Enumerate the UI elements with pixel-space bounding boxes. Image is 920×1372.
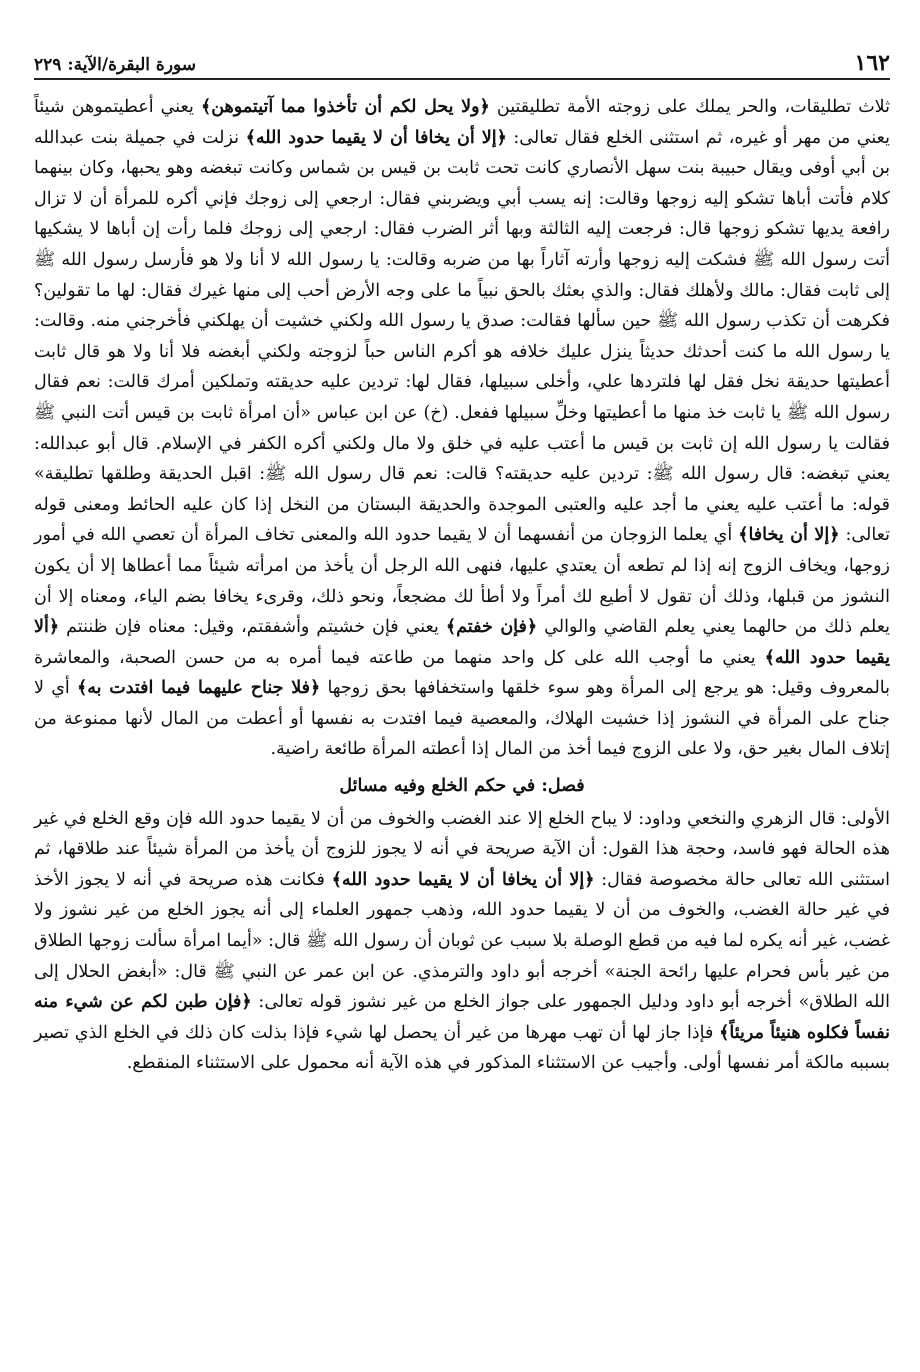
page-header: [34, 48, 890, 80]
page-number: ١٦٢: [854, 50, 890, 76]
quran-quote: ﴿ولا يحل لكم أن تأخذوا مما آتيتموهن﴾: [200, 97, 490, 117]
text-run: فإذا جاز لها أن تهب مهرها من غير أن يحصل لها شيء فإذا بذلت كان ذلك في الخلع الذي تصير بسببه مالكة أمر نفسها أولى. وأجيب عن الاستثناء المذكور في هذه الآية أنه محمول على الاستثناء المنقطع.: [34, 1022, 890, 1074]
text-run: ثلاث تطليقات، والحر يملك على زوجته الأمة تطليقتين: [489, 97, 890, 117]
running-title: سورة البقرة/الآية: ٢٢٩: [34, 55, 197, 75]
quran-quote: ﴿ألا يقيما حدود الله﴾: [34, 617, 891, 668]
page-body: [34, 92, 890, 1079]
quran-quote: ﴿فلا جناح عليهما فيما افتدت به﴾: [76, 678, 321, 699]
paragraph-1: [34, 92, 890, 765]
header-rule: [34, 78, 890, 80]
text-run: فكانت هذه صريحة في أنه لا يجوز الأخذ في غير حالة الغضب، والخوف من أن لا يقيما حدود الله، وذهب جمهور العلماء إلى أنه يجوز الخلع من غير نشوز ولا غضب، غير أنه يكره لما فيه من قطع الوصلة بلا سبب عن ثوبان أن رسول الله ﷺ قال: «أيما امرأة سألت زوجها الطلاق من غير بأس فحرام عليها رائحة الجنة» أخرجه أبو داود والترمذي. عن ابن عمر عن النبي ﷺ قال: «أبغض الحلال إلى الله الطلاق» أخرجه أبو داود ودليل الجمهور على جواز الخلع من غير نشوز قوله تعالى:: [34, 869, 891, 1013]
quran-quote: ﴿إلا أن يخافا أن لا يقيما حدود الله﴾: [331, 869, 595, 890]
paragraph-2: [34, 804, 890, 1079]
text-run: أي لا جناح على المرأة في النشوز إذا خشيت الهلاك، والمعصية فيما افتدت به نفسها أو أعطت من المال لأنها ممنوعة من إتلاف المال بغير حق، ولا على الزوج فيما أخذ من المال إذا أعطته المرأة طائعة راضية.: [34, 678, 890, 760]
text-run: نزلت في جميلة بنت عبدالله بن أبي أوفى ويقال حبيبة بنت سهل الأنصاري كانت تحت ثابت بن قيس بن شماس وكانت تبغضه وهو يحبها، وكان بينهما كلام فأتت أباها تشكو إليه زوجها وقالت: إنه يسب أبي ويضربني فقال: ارجعي إلى زوجك فإني أكره للمرأة أن لا تزال رافعة يديها تشكو زوجها قال: فرجعت إليه الثالثة وبها أثر الضرب فقال: ارجعي إلى زوجك فلما رأت إن أباها لا يشكيها أتت رسول الله ﷺ فشكت إليه زوجها وأرته آثاراً بها من ضربه وقالت: يا رسول الله لا أنا ولا هو فأرسل رسول الله ﷺ إلى ثابت فقال: مالك ولأهلك فقال: والذي بعثك بالحق نبياً ما على وجه الأرض أحب إلى منها غيرك فقال: لها ما تقولين؟ فكرهت أن تكذب رسول الله ﷺ حين سألها فقالت: صدق يا رسول الله ولكني خشيت أن يهلكني فأخرجني منه. وقالت: يا رسول الله ما كنت أحدثك حديثاً ينزل عليك خلافه هو أكرم الناس حباً لزوجته ولكني أبغضه فلا أنا ولا هو قال ثابت أعطيتها حديقة نخل فقل لها فلتردها علي، وأخلى سبيلها، فقال لها: تردين عليه حديقته وتملكين أمرك قالت: نعم فقال رسول الله ﷺ يا ثابت خذ منها ما أعطيتها وخلِّ سبيلها ففعل. (خ) عن ابن عباس «أن امرأة ثابت بن قيس أتت النبي ﷺ فقالت يا رسول الله إن ثابت بن قيس ما أعتب عليه في خلق ولا مال ولكني أكره الكفر في الإسلام. قال أبو عبدالله: يعني تبغضه: قال رسول الله ﷺ: تردين عليه حديقته؟ قالت: نعم قال رسول الله ﷺ: اقبل الحديقة وطلقها تطليقة» قوله: ما أعتب عليه يعني ما أجد عليه والعتبى الموجدة والحديقة البستان من النخل إذا كان عليه الحائط ومعنى قوله تعالى:: [34, 127, 890, 546]
quran-quote: ﴿إلا أن يخافا أن لا يقيما حدود الله﴾: [245, 127, 507, 148]
quran-quote: ﴿فإن طبن لكم عن شيء منه نفساً فكلوه هنيئاً مريئاً﴾: [34, 992, 890, 1043]
text-run: يعني أعطيتموهن شيئاً يعني من مهر أو غيره، ثم استثنى الخلع فقال تعالى:: [34, 97, 890, 148]
text-run: يعني فإن خشيتم وأشفقتم، وقيل: معناه فإن ظننتم: [59, 617, 446, 638]
text-run: أي يعلما الزوجان من أنفسهما أن لا يقيما حدود الله والمعنى تخاف المرأة أن تعصي الله في أمور زوجها، ويخاف الزوج إنه إذا لم تطعه أن يعتدي عليها، فنهى الله الرجل أن يأخذ من امرأته شيئاً مما أعطاها إلا أن يكون النشوز من قبلها، وذلك أن تقول لا أطيع لك أمراً ولا أطأ لك مضجعاً، ونحو ذلك، وقرىء يخافا بضم الياء، ومعناه إلا أن يعلم ذلك من حالهما يعني يعلم القاضي والوالي: [34, 525, 891, 638]
quran-quote: ﴿إلا أن يخافا﴾: [738, 525, 840, 546]
text-run: يعني ما أوجب الله على كل واحد منهما من طاعته فيما أمره به من حسن الصحبة، والمعاشرة بالمعروف وقيل: هو يرجع إلى المرأة وهو سوء خلقها واستخفافها بحق زوجها: [34, 647, 890, 699]
section-heading: فصل: في حكم الخلع وفيه مسائل: [339, 776, 585, 797]
quran-quote: ﴿فإن خفتم﴾: [445, 617, 538, 638]
text-run: الأولى: قال الزهري والنخعي وداود: لا يباح الخلع إلا عند الغضب والخوف من أن لا يقيما حدود الله فإن وقع الخلع في غير هذه الحالة فهو فاسد، وحجة هذا القول: أن الآية صريحة في أنه لا يجوز للزوج أن يأخذ من المرأة شيئاً عند طلاقها، ثم استثنى الله تعالى حالة مخصوصة فقال:: [34, 808, 890, 890]
